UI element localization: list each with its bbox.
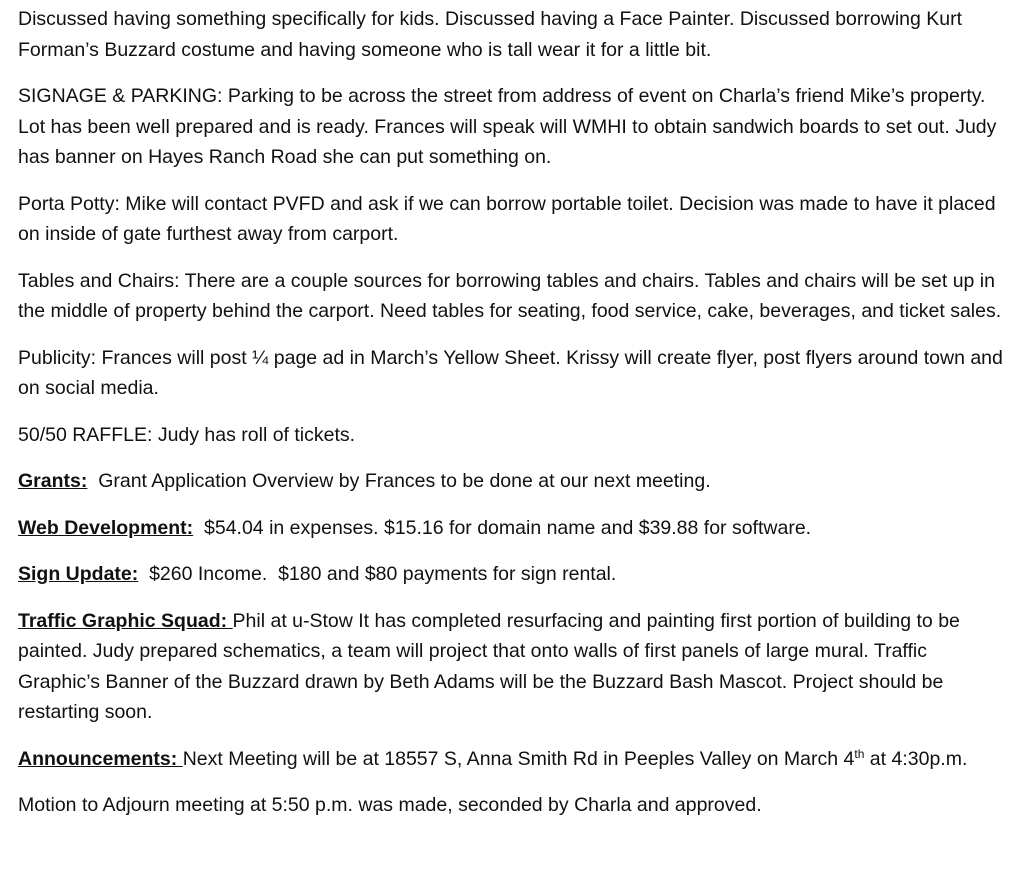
traffic-graphic-heading: Traffic Graphic Squad: xyxy=(18,609,233,632)
announcements-heading: Announcements: xyxy=(18,747,183,770)
grants-heading: Grants: xyxy=(18,470,88,492)
grants-text: Grant Application Overview by Frances to be done at our next meeting. xyxy=(87,470,711,492)
grants-section xyxy=(18,466,1008,497)
web-development-section xyxy=(18,513,1008,544)
sign-update-heading: Sign Update: xyxy=(18,563,139,585)
announcements-text-after: at 4:30p.m. xyxy=(864,747,968,770)
porta-potty-paragraph: Porta Potty: Mike will contact PVFD and ask if we can borrow portable toilet. Decision was made to have it placed on inside of gate furthest away from carport. xyxy=(18,192,996,245)
closing-motion-paragraph: Motion to Adjourn meeting at 5:50 p.m. was made, seconded by Charla and approved. xyxy=(18,794,762,816)
traffic-graphic-text: Phil at u-Stow It has completed resurfacing and painting first portion of building to be painted. Judy prepared schematics, a team will project that onto walls of first panels of large mural. Traffic Graphic’s Banner of the Buzzard drawn by Beth Adams will be the Buzzard Bash Mascot. Project should be restarting soon. xyxy=(18,609,960,723)
signage-parking-paragraph: SIGNAGE & PARKING: Parking to be across the street from address of event on Charla’s friend Mike’s property. Lot has been well prepared and is ready. Frances will speak will WMHI to obtain sandwich boards to set out. Judy has banner on Hayes Ranch Road she can put something on. xyxy=(18,85,997,168)
sign-update-section xyxy=(18,559,1008,590)
kids-paragraph: Discussed having something specifically for kids. Discussed having a Face Painter. Discussed borrowing Kurt Forman’s Buzzard costume and having someone who is tall wear it for a little bit. xyxy=(18,8,963,61)
traffic-graphic-section xyxy=(18,606,1008,728)
document-page xyxy=(18,4,1008,837)
tables-chairs-paragraph: Tables and Chairs: There are a couple sources for borrowing tables and chairs. Tables and chairs will be set up in the middle of property behind the carport. Need tables for seating, food service, cake, beverages, and ticket sales. xyxy=(18,269,1002,322)
sign-update-text: $260 Income. $180 and $80 payments for sign rental. xyxy=(138,563,617,585)
announcements-section xyxy=(18,744,1008,775)
raffle-paragraph: 50/50 RAFFLE: Judy has roll of tickets. xyxy=(18,423,356,446)
publicity-paragraph: Publicity: Frances will post ¼ page ad in March’s Yellow Sheet. Krissy will create flyer, post flyers around town and on social media. xyxy=(18,346,1003,399)
announcements-superscript: th xyxy=(854,746,865,761)
web-development-heading: Web Development: xyxy=(18,516,194,539)
web-development-text: $54.04 in expenses. $15.16 for domain name and $39.88 for software. xyxy=(193,516,812,539)
announcements-text: Next Meeting will be at 18557 S, Anna Smith Rd in Peeples Valley on March 4 xyxy=(182,747,855,770)
